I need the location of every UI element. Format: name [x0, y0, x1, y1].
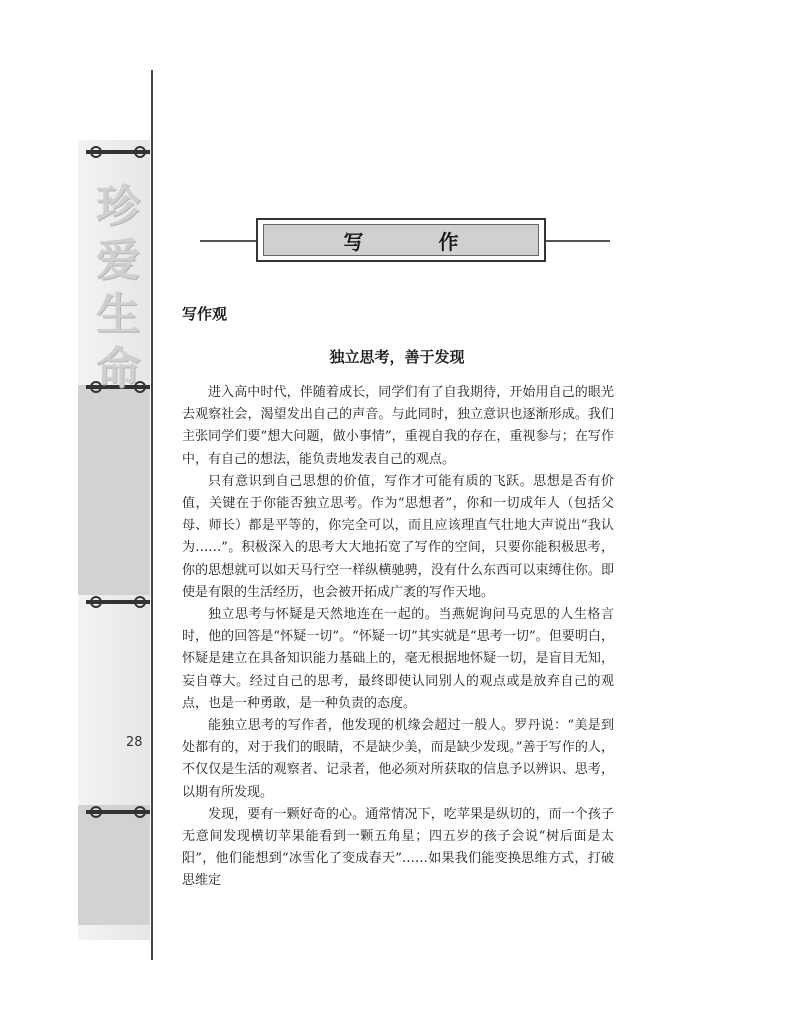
header-rule-right — [546, 240, 610, 242]
margin-grey-block-lower — [78, 805, 150, 925]
side-title-char: 珍 — [96, 181, 140, 232]
side-title-char: 生 — [96, 289, 140, 340]
margin-grey-block — [78, 385, 150, 595]
paragraph: 只有意识到自己思想的价值，写作才可能有质的飞跃。思想是否有价值，关键在于你能否独立思考。作为“思想者”，你和一切成年人（包括父母、师长）都是平等的，你完全可以，而且应该理直气壮地大声说出“我认为……”。积极深入的思考大大地拓宽了写作的空间，只要你能积极思考，你的思想就可以如天马行空一样纵横驰骋，没有什么东西可以束缚住你。即使是有限的生活经历，也会被开拓成广袤的写作天地。 — [182, 473, 614, 600]
paragraph: 独立思考与怀疑是天然地连在一起的。当燕妮询问马克思的人生格言时，他的回答是“怀疑一切”。“怀疑一切”其实就是“思考一切”。但要明白，怀疑是建立在具备知识能力基础上的，毫无根据地怀疑一切，是盲目无知，妄自尊大。经过自己的思考，最终即使认同别人的观点或是放弃自己的观点，也是一种勇敢，是一种负责的态度。 — [182, 607, 614, 711]
paragraph: 发现，要有一颗好奇的心。通常情况下，吃苹果是纵切的，而一个孩子无意间发现横切苹果能看到一颗五角星；四五岁的孩子会说“树后面是太阳”，他们能想到“冰雪化了变成春天”……如果我们能变换思维方式，打破思维定 — [182, 806, 614, 889]
side-book-title — [88, 180, 148, 396]
header-inner — [263, 224, 539, 256]
article-title: 独立思考，善于发现 — [329, 348, 465, 366]
side-title-char: 爱 — [96, 235, 140, 286]
side-title-char: 命 — [96, 343, 140, 394]
scroll-ornament-icon — [86, 145, 150, 159]
article-body — [182, 382, 614, 893]
header-rule-left — [200, 240, 256, 242]
section-header — [200, 218, 610, 264]
margin-rule — [151, 70, 153, 960]
scroll-ornament-icon — [86, 805, 150, 819]
paragraph: 进入高中时代，伴随着成长，同学们有了自我期待，开始用自己的眼光去观察社会，渴望发出自己的声音。与此同时，独立意识也逐渐形成。我们主张同学们要“想大问题，做小事情”，重视自我的存在，重视参与；在写作中，有自己的想法，能负责地发表自己的观点。 — [182, 385, 614, 467]
section-label: 写作观 — [182, 305, 228, 323]
paragraph: 能独立思考的写作者，他发现的机缘会超过一般人。罗丹说：“美是到处都有的，对于我们的眼睛，不是缺少美，而是缺少发现。”善于写作的人，不仅仅是生活的观察者、记录者，他必须对所获取的信息予以辨识、思考，以期有所发现。 — [182, 718, 614, 800]
scroll-ornament-icon — [86, 595, 150, 609]
page-number: 28 — [126, 735, 143, 750]
header-box — [256, 218, 546, 262]
section-title: 写 作 — [343, 229, 493, 254]
